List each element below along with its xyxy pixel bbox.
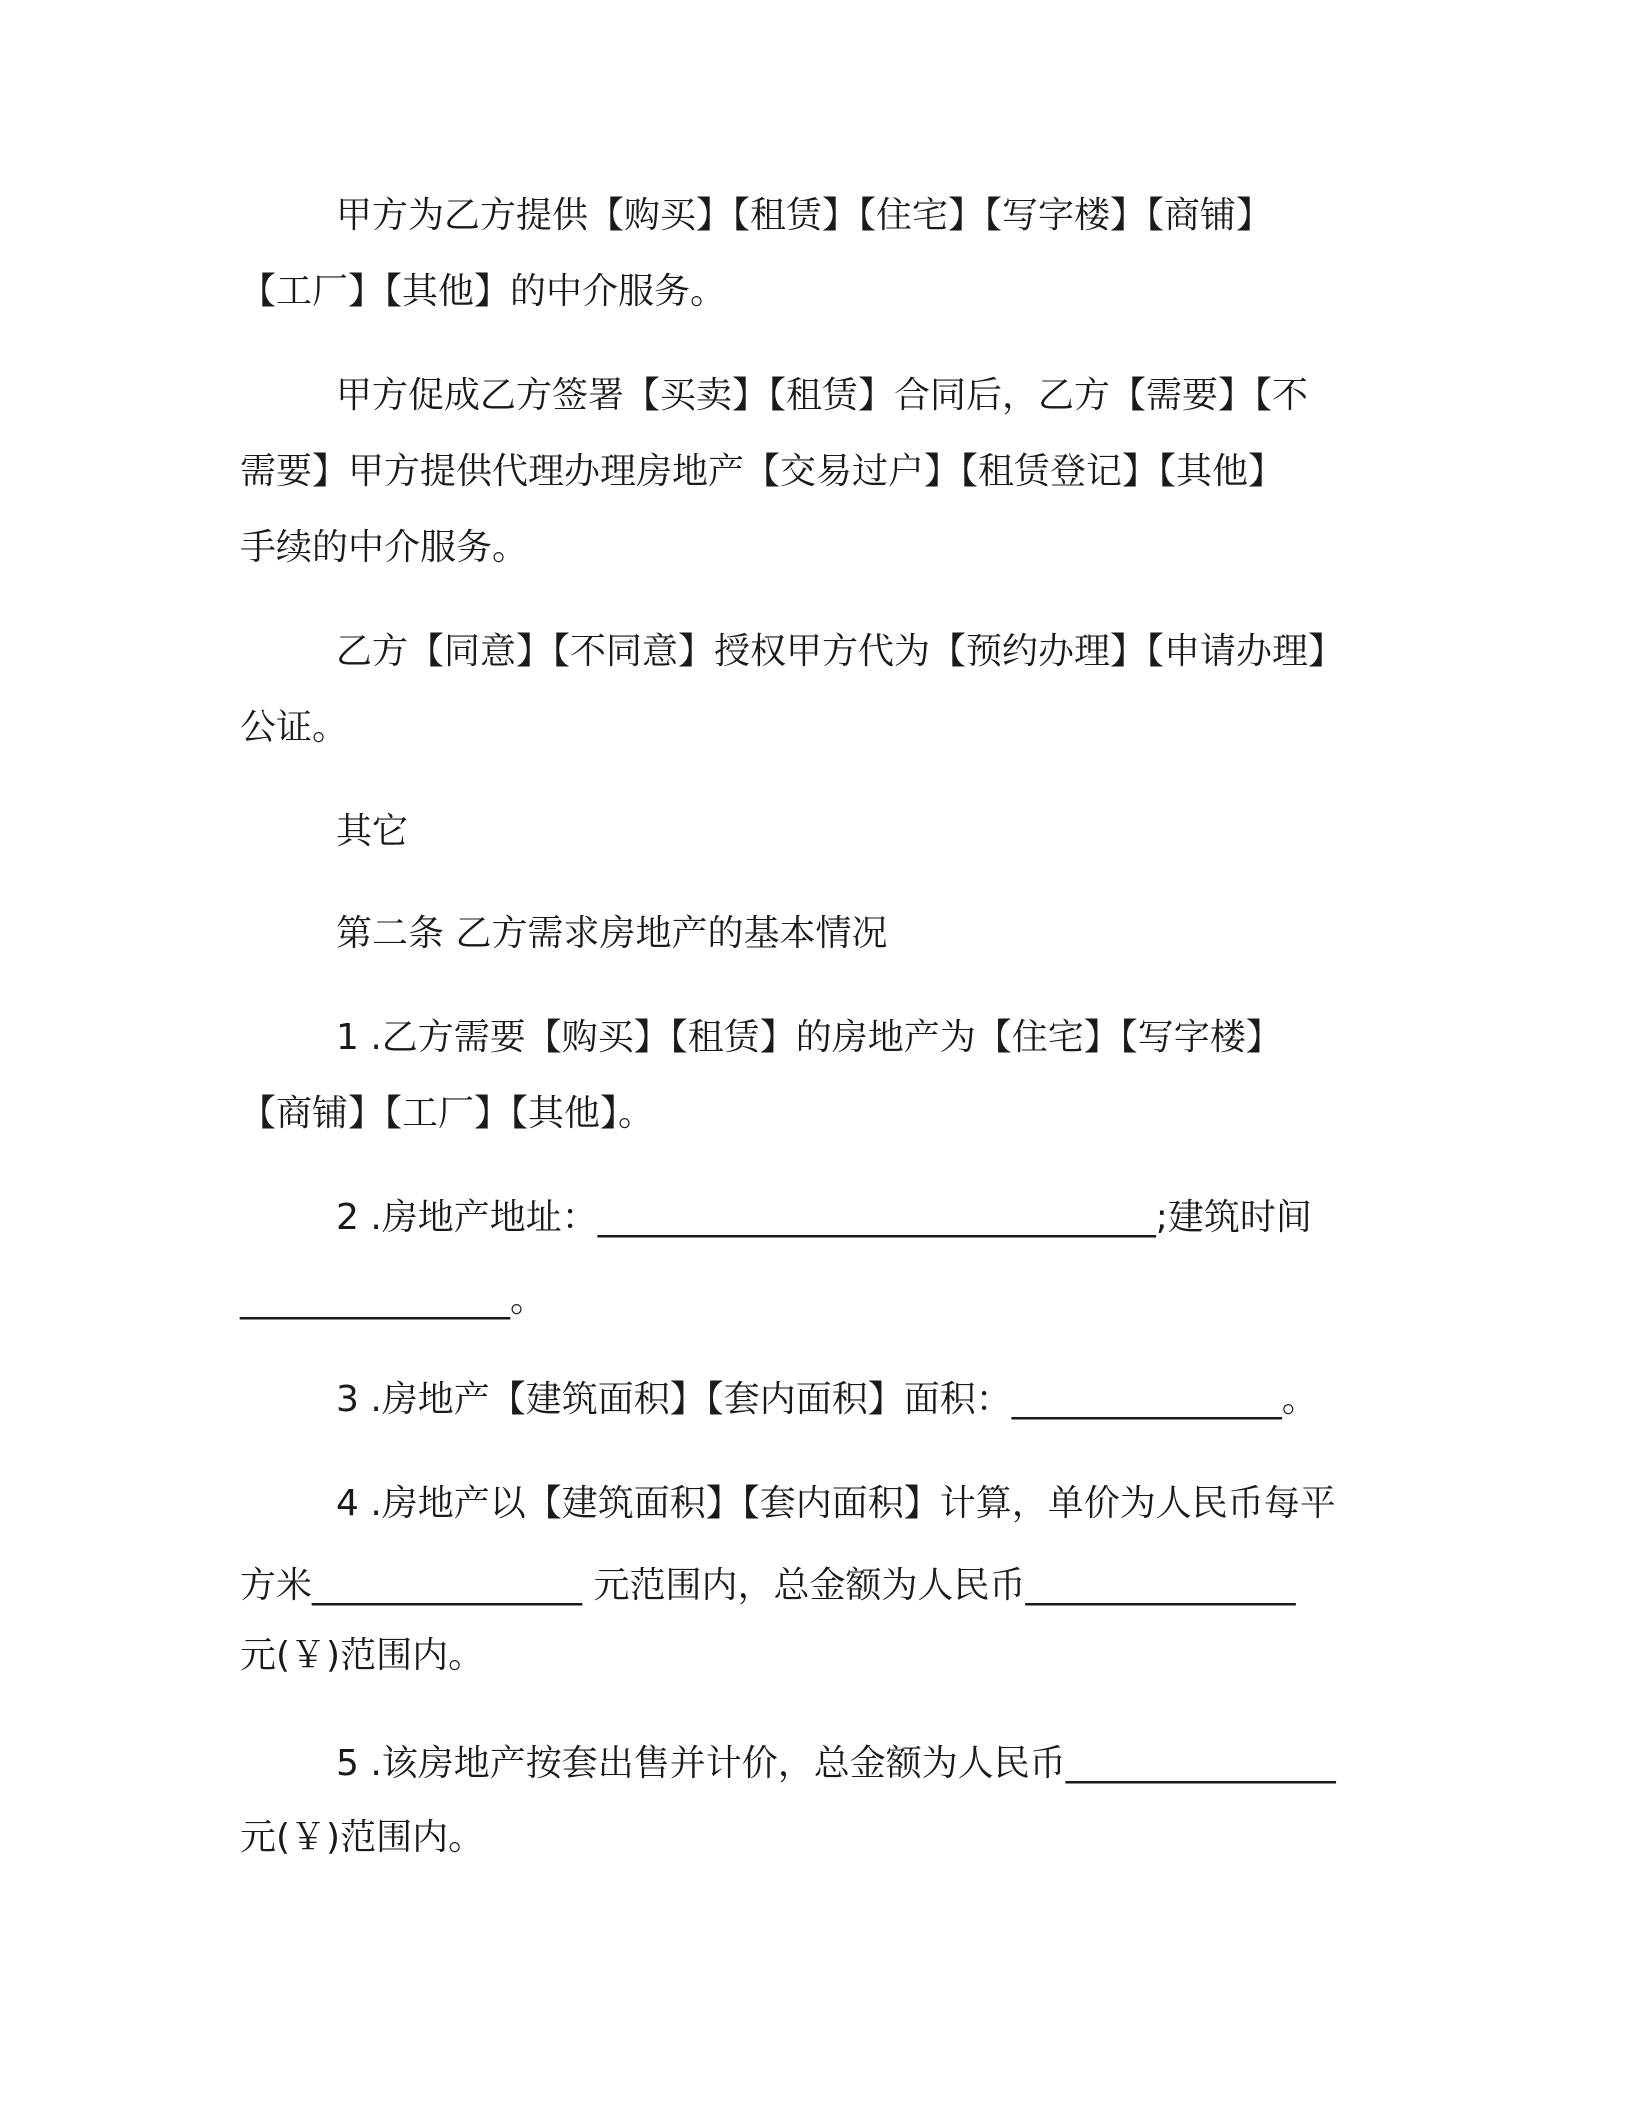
text-line: 【工厂】【其他】的中介服务。 [240,271,727,312]
text-line: 1 .乙方需要【购买】【租赁】的房地产为【住宅】【写字楼】 [336,1017,1282,1058]
text-line: 方米_______________ 元范围内，总金额为人民币_______________ [240,1565,1296,1606]
text-line: 需要】甲方提供代理办理房地产【交易过户】【租赁登记】【其他】 [240,451,1285,492]
text-line: 公证。 [240,707,349,748]
text-line: 【商铺】【工厂】【其他】。 [240,1093,655,1134]
text-line: 5 .该房地产按套出售并计价，总金额为人民币_______________ [336,1743,1336,1784]
text-line: 元(￥)范围内。 [240,1635,485,1676]
text-line: 手续的中介服务。 [240,527,529,568]
text-line: 甲方为乙方提供【购买】【租赁】【住宅】【写字楼】【商铺】 [336,195,1273,236]
text-line: 2 .房地产地址：_______________________________;建筑时间 [336,1197,1312,1238]
text-line: _______________。 [240,1279,546,1320]
text-line: 其它 [336,811,409,852]
text-line: 4 .房地产以【建筑面积】【套内面积】计算，单价为人民币每平 [336,1483,1336,1524]
text-line: 3 .房地产【建筑面积】【套内面积】面积：_______________。 [336,1379,1318,1420]
text-line: 乙方【同意】【不同意】授权甲方代为【预约办理】【申请办理】 [336,631,1345,672]
text-line: 第二条 乙方需求房地产的基本情况 [336,913,888,954]
text-line: 甲方促成乙方签署【买卖】【租赁】合同后，乙方【需要】【不 [336,375,1309,416]
text-line: 元(￥)范围内。 [240,1817,485,1858]
